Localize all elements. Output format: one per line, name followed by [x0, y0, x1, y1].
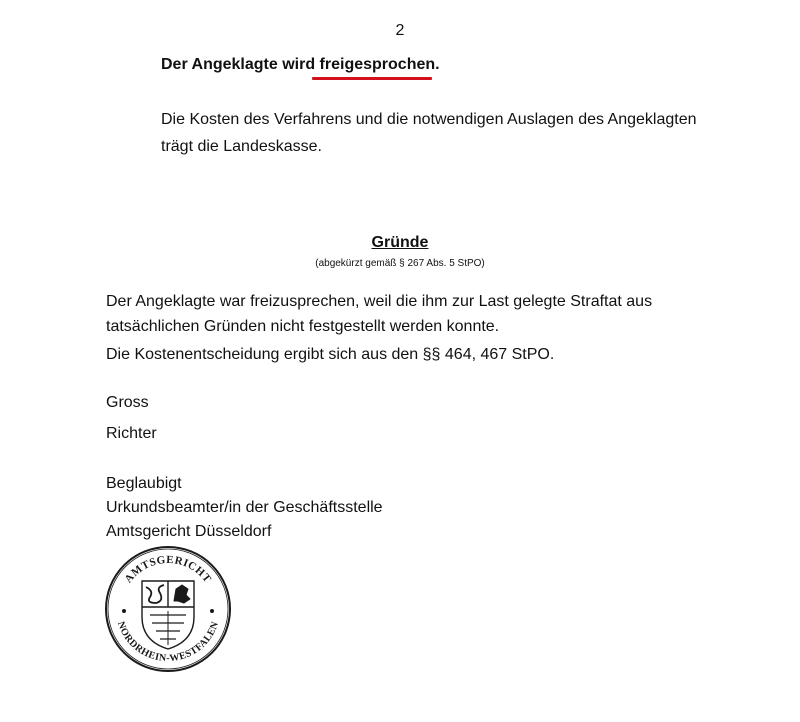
costs-paragraph	[161, 106, 697, 160]
certification-block	[106, 472, 383, 544]
reasons-paragraph	[106, 289, 652, 339]
costs-decision: Die Kostenentscheidung ergibt sich aus den §§ 464, 467 StPO.	[106, 346, 555, 363]
reasons-heading: Gründe	[371, 234, 429, 251]
judge-name: Gross	[106, 394, 149, 411]
court-seal	[104, 545, 232, 673]
verdict-red-underline	[312, 77, 432, 80]
certification-line: Urkundsbeamter/in der Geschäftsstelle	[106, 499, 383, 516]
costs-line: Die Kosten des Verfahrens und die notwendigen Auslagen des Angeklagten	[161, 111, 697, 128]
seal-bottom-text: NORDRHEIN-WESTFALEN	[114, 620, 222, 665]
seal-top-text: AMTSGERICHT	[122, 553, 214, 586]
reasons-line: Der Angeklagte war freizusprechen, weil die ihm zur Last gelegte Straftat aus	[106, 293, 653, 310]
seal-separator-dot	[122, 609, 126, 613]
seal-separator-dot	[210, 609, 214, 613]
page-number: 2	[395, 22, 405, 39]
costs-line: trägt die Landeskasse.	[161, 138, 322, 155]
reasons-line: tatsächlichen Gründen nicht festgestellt werden konnte.	[106, 318, 500, 335]
verdict-sentence: Der Angeklagte wird freigesprochen.	[161, 56, 440, 73]
certification-line: Beglaubigt	[106, 475, 182, 492]
reasons-legal-note: (abgekürzt gemäß § 267 Abs. 5 StPO)	[315, 258, 485, 269]
certification-line: Amtsgericht Düsseldorf	[106, 523, 272, 540]
judge-title: Richter	[106, 425, 157, 442]
state-coat-of-arms-icon	[142, 581, 194, 649]
